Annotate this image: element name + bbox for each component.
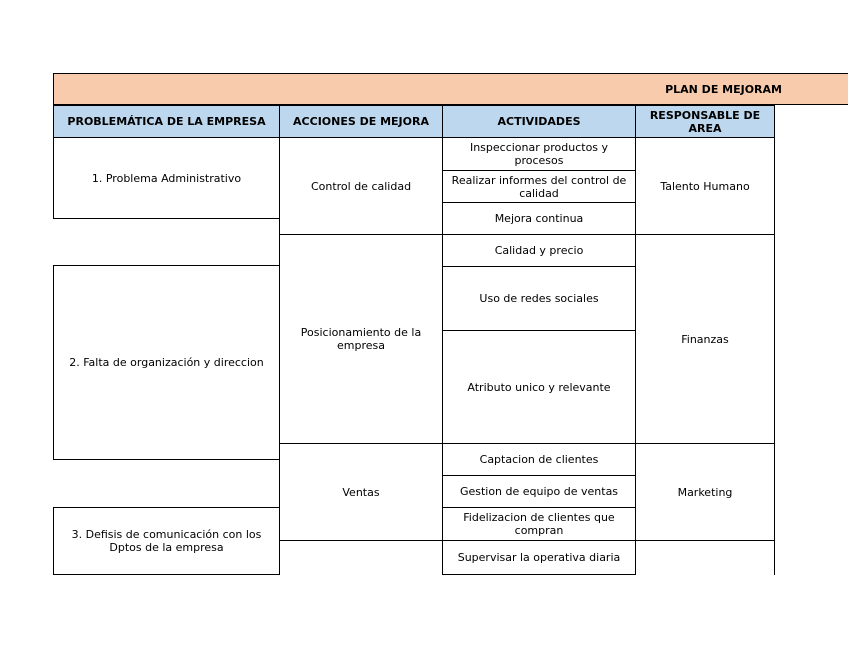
- plan-title: PLAN DE MEJORAM: [665, 82, 782, 96]
- title-left-border: [53, 73, 54, 106]
- activity-8: Gestion de equipo de ventas: [442, 475, 636, 508]
- activity-4: Calidad y precio: [442, 234, 636, 267]
- activity-1: Inspeccionar productos y procesos: [442, 137, 636, 171]
- activity-9: Fidelizacion de clientes que compran: [442, 507, 636, 541]
- problem-1: 1. Problema Administrativo: [53, 137, 280, 219]
- responsible-talento-humano: Talento Humano: [635, 137, 775, 235]
- header-actividades: ACTIVIDADES: [442, 105, 636, 138]
- action-posicionamiento: Posicionamiento de la empresa: [279, 234, 443, 444]
- header-problematica: PROBLEMÁTICA DE LA EMPRESA: [53, 105, 280, 138]
- activity-6: Atributo unico y relevante: [442, 330, 636, 444]
- activity-5: Uso de redes sociales: [442, 266, 636, 331]
- problem-2: 2. Falta de organización y direccion: [53, 265, 280, 460]
- action-control-calidad: Control de calidad: [279, 137, 443, 235]
- action-ventas: Ventas: [279, 443, 443, 541]
- table-right-border: [774, 540, 775, 575]
- header-responsable: RESPONSABLE DE AREA: [635, 105, 775, 138]
- activity-2: Realizar informes del control de calidad: [442, 170, 636, 203]
- activity-10: Supervisar la operativa diaria: [442, 540, 636, 575]
- plan-title-bar: [53, 73, 848, 105]
- header-acciones: ACCIONES DE MEJORA: [279, 105, 443, 138]
- problem-3: 3. Defisis de comunicación con los Dptos de la empresa: [53, 507, 280, 575]
- responsible-marketing: Marketing: [635, 443, 775, 541]
- activity-3: Mejora continua: [442, 202, 636, 235]
- responsible-finanzas: Finanzas: [635, 234, 775, 444]
- activity-7: Captacion de clientes: [442, 443, 636, 476]
